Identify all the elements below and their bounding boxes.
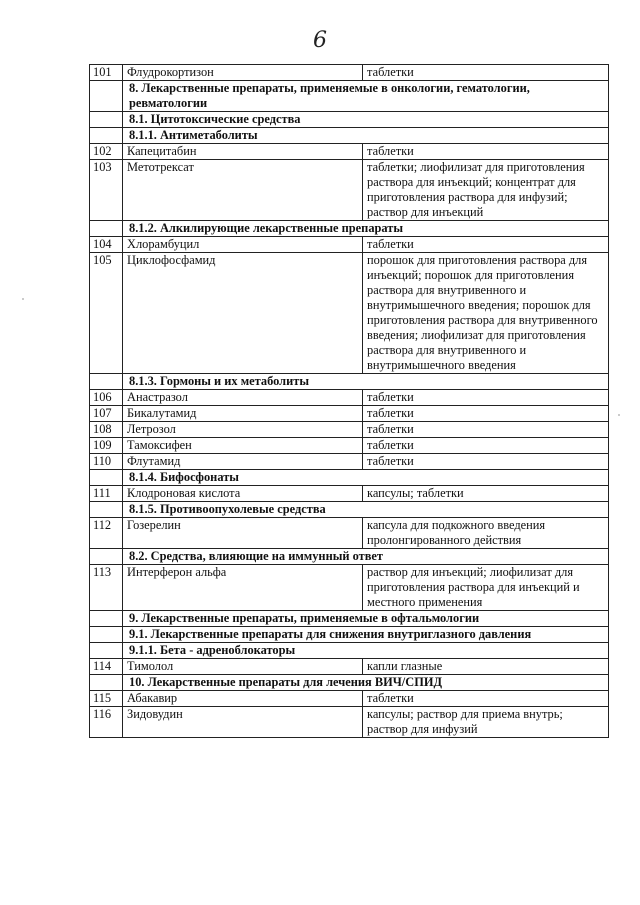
medicine-name: Клодроновая кислота bbox=[123, 486, 363, 502]
dosage-form: таблетки bbox=[363, 406, 609, 422]
row-number: 103 bbox=[90, 160, 123, 221]
medicine-name: Тамоксифен bbox=[123, 438, 363, 454]
row-number: 112 bbox=[90, 518, 123, 549]
section-title: 8.1.1. Антиметаболиты bbox=[123, 128, 609, 144]
medicine-row bbox=[90, 144, 609, 160]
medicine-name: Абакавир bbox=[123, 691, 363, 707]
dosage-form: капли глазные bbox=[363, 659, 609, 675]
medicine-name: Анастразол bbox=[123, 390, 363, 406]
medicine-name: Хлорамбуцил bbox=[123, 237, 363, 253]
dosage-form: таблетки bbox=[363, 422, 609, 438]
section-header-row bbox=[90, 675, 609, 691]
medicine-row bbox=[90, 422, 609, 438]
empty-number-cell bbox=[90, 502, 123, 518]
section-header-row bbox=[90, 112, 609, 128]
empty-number-cell bbox=[90, 470, 123, 486]
section-title: 8.1.2. Алкилирующие лекарственные препараты bbox=[123, 221, 609, 237]
section-title: 8. Лекарственные препараты, применяемые в онкологии, гематологии, ревматологии bbox=[123, 81, 609, 112]
scan-speck bbox=[618, 414, 620, 416]
empty-number-cell bbox=[90, 374, 123, 390]
medicine-name: Метотрексат bbox=[123, 160, 363, 221]
medicine-row bbox=[90, 565, 609, 611]
dosage-form: таблетки bbox=[363, 454, 609, 470]
medicine-row bbox=[90, 454, 609, 470]
empty-number-cell bbox=[90, 611, 123, 627]
dosage-form: таблетки bbox=[363, 438, 609, 454]
section-title: 8.1.5. Противоопухолевые средства bbox=[123, 502, 609, 518]
medicine-name: Бикалутамид bbox=[123, 406, 363, 422]
row-number: 101 bbox=[90, 65, 123, 81]
dosage-form: таблетки bbox=[363, 390, 609, 406]
row-number: 111 bbox=[90, 486, 123, 502]
dosage-form: таблетки; лиофилизат для приготовления раствора для инъекций; концентрат для приготовления раствора для инфузий; раствор для инъекций bbox=[363, 160, 609, 221]
section-header-row bbox=[90, 627, 609, 643]
section-title: 8.2. Средства, влияющие на иммунный ответ bbox=[123, 549, 609, 565]
section-header-row bbox=[90, 549, 609, 565]
medicine-row bbox=[90, 659, 609, 675]
medicine-name: Тимолол bbox=[123, 659, 363, 675]
section-header-row bbox=[90, 502, 609, 518]
medicine-row bbox=[90, 707, 609, 738]
row-number: 116 bbox=[90, 707, 123, 738]
empty-number-cell bbox=[90, 549, 123, 565]
row-number: 110 bbox=[90, 454, 123, 470]
empty-number-cell bbox=[90, 221, 123, 237]
medicine-name: Интерферон альфа bbox=[123, 565, 363, 611]
row-number: 114 bbox=[90, 659, 123, 675]
dosage-form: таблетки bbox=[363, 144, 609, 160]
medicine-row bbox=[90, 65, 609, 81]
medicine-name: Летрозол bbox=[123, 422, 363, 438]
section-title: 8.1.3. Гормоны и их метаболиты bbox=[123, 374, 609, 390]
section-header-row bbox=[90, 81, 609, 112]
empty-number-cell bbox=[90, 675, 123, 691]
row-number: 113 bbox=[90, 565, 123, 611]
row-number: 102 bbox=[90, 144, 123, 160]
row-number: 105 bbox=[90, 253, 123, 374]
section-header-row bbox=[90, 611, 609, 627]
dosage-form: таблетки bbox=[363, 237, 609, 253]
medicines-table-body bbox=[90, 65, 609, 738]
dosage-form: раствор для инъекций; лиофилизат для приготовления раствора для инъекций и местного применения bbox=[363, 565, 609, 611]
row-number: 109 bbox=[90, 438, 123, 454]
medicine-name: Флутамид bbox=[123, 454, 363, 470]
section-header-row bbox=[90, 470, 609, 486]
section-header-row bbox=[90, 374, 609, 390]
empty-number-cell bbox=[90, 81, 123, 112]
medicine-row bbox=[90, 390, 609, 406]
medicine-name: Капецитабин bbox=[123, 144, 363, 160]
medicine-row bbox=[90, 691, 609, 707]
scan-speck bbox=[22, 298, 24, 300]
empty-number-cell bbox=[90, 643, 123, 659]
empty-number-cell bbox=[90, 627, 123, 643]
dosage-form: порошок для приготовления раствора для инъекций; порошок для приготовления раствора для внутривенного и внутримышечного введения; порошок для приготовления раствора для внутривенного введения; лиофилизат для приготовления раствора для внутривенного и внутримышечного введения bbox=[363, 253, 609, 374]
medicine-row bbox=[90, 438, 609, 454]
dosage-form: таблетки bbox=[363, 691, 609, 707]
empty-number-cell bbox=[90, 128, 123, 144]
medicine-name: Зидовудин bbox=[123, 707, 363, 738]
section-header-row bbox=[90, 221, 609, 237]
medicine-row bbox=[90, 518, 609, 549]
medicines-table bbox=[89, 64, 609, 738]
section-title: 9.1.1. Бета - адреноблокаторы bbox=[123, 643, 609, 659]
dosage-form: капсулы; раствор для приема внутрь; раствор для инфузий bbox=[363, 707, 609, 738]
medicine-row bbox=[90, 237, 609, 253]
medicine-row bbox=[90, 253, 609, 374]
medicine-row bbox=[90, 486, 609, 502]
section-title: 8.1. Цитотоксические средства bbox=[123, 112, 609, 128]
section-header-row bbox=[90, 643, 609, 659]
dosage-form: капсулы; таблетки bbox=[363, 486, 609, 502]
section-title: 8.1.4. Бифосфонаты bbox=[123, 470, 609, 486]
medicine-name: Гозерелин bbox=[123, 518, 363, 549]
medicine-row bbox=[90, 406, 609, 422]
section-title: 9.1. Лекарственные препараты для снижения внутриглазного давления bbox=[123, 627, 609, 643]
section-header-row bbox=[90, 128, 609, 144]
row-number: 108 bbox=[90, 422, 123, 438]
medicine-name: Флудрокортизон bbox=[123, 65, 363, 81]
row-number: 107 bbox=[90, 406, 123, 422]
dosage-form: капсула для подкожного введения пролонгированного действия bbox=[363, 518, 609, 549]
row-number: 104 bbox=[90, 237, 123, 253]
medicine-row bbox=[90, 160, 609, 221]
page-number: 6 bbox=[313, 28, 327, 53]
section-title: 9. Лекарственные препараты, применяемые в офтальмологии bbox=[123, 611, 609, 627]
empty-number-cell bbox=[90, 112, 123, 128]
row-number: 106 bbox=[90, 390, 123, 406]
medicine-name: Циклофосфамид bbox=[123, 253, 363, 374]
row-number: 115 bbox=[90, 691, 123, 707]
section-title: 10. Лекарственные препараты для лечения ВИЧ/СПИД bbox=[123, 675, 609, 691]
dosage-form: таблетки bbox=[363, 65, 609, 81]
